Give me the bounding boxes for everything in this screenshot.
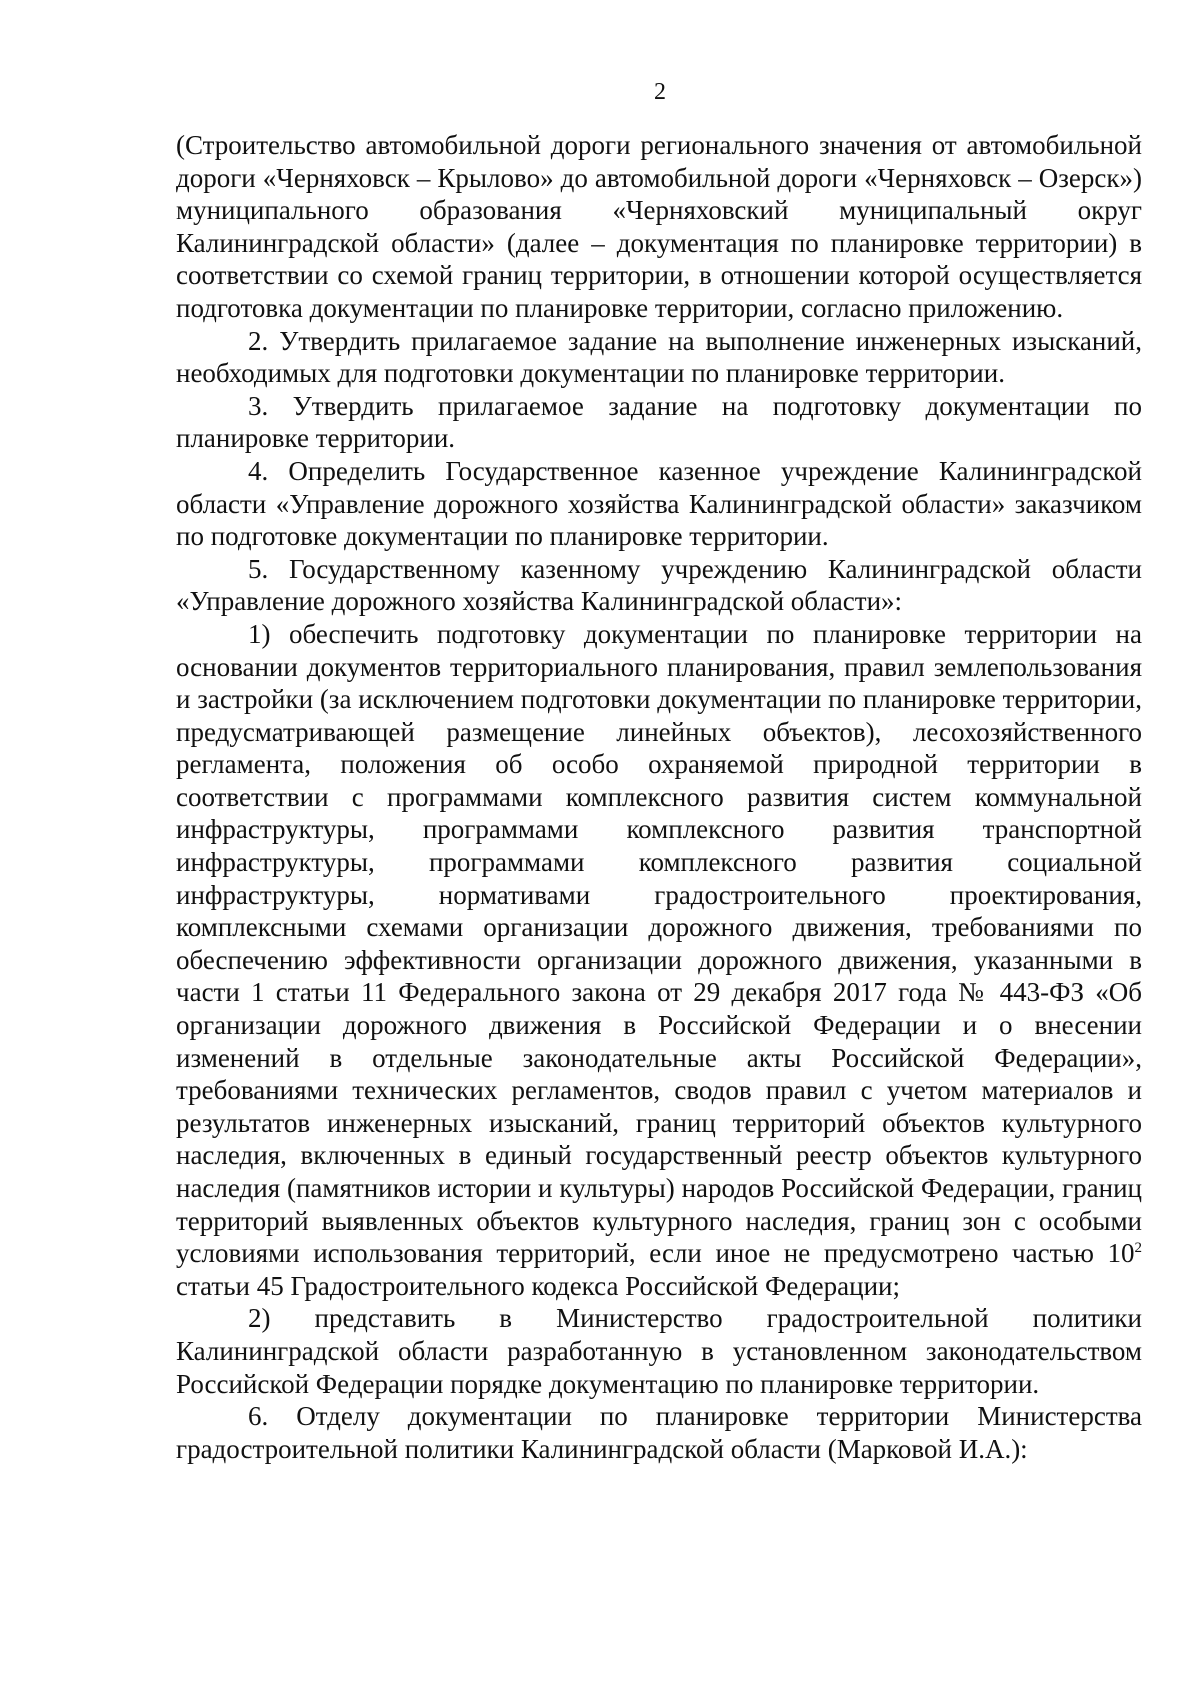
- paragraph-item-4: 4. Определить Государственное казенное учреждение Калининградской области «Управление дорожного хозяйства Калининградской области» заказчиком по подготовке документации по планировке территории.: [176, 455, 1142, 552]
- paragraph-item-5-1-text: 1) обеспечить подготовку документации по планировке территории на основании документов территориального планирования, правил землепользования и застройки (за исключением подготовки документации по планировке территории, предусматривающей размещение линейных объектов), лесохозяйственного регламента, положения об особо охраняемой природной территории в соответствии с программами комплексного развития систем коммунальной инфраструктуры, программами комплексного развития транспортной инфраструктуры, программами комплексного развития социальной инфраструктуры, нормативами градостроительного проектирования, комплексными схемами организации дорожного движения, требованиями по обеспечению эффективности организации дорожного движения, указанными в части 1 статьи 11 Федерального закона от 29 декабря 2017 года № 443-ФЗ «Об организации дорожного движения в Российской Федерации и о внесении изменений в отдельные законодательные акты Российской Федерации», требованиями технических регламентов, сводов правил с учетом материалов и результатов инженерных изысканий, границ территорий объектов культурного наследия, включенных в единый государственный реестр объектов культурного наследия (памятников истории и культуры) народов Российской Федерации, границ территорий выявленных объектов культурного наследия, границ зон с особыми условиями использования территорий, если иное не предусмотрено частью 10: [176, 618, 1142, 1269]
- page-number: 2: [654, 79, 666, 105]
- paragraph-item-5-2: 2) представить в Министерство градостроительной политики Калининградской области разработанную в установленном законодательством Российской Федерации порядке документацию по планировке территории.: [176, 1303, 1142, 1399]
- document-body: [176, 129, 1142, 1465]
- superscript-index: 2: [1134, 1240, 1142, 1257]
- paragraph-item-5: 5. Государственному казенному учреждению Калининградской области «Управление дорожного хозяйства Калининградской области»:: [176, 553, 1142, 617]
- paragraph-item-3: 3. Утвердить прилагаемое задание на подготовку документации по планировке территории.: [176, 390, 1142, 454]
- paragraph-item-2: 2. Утвердить прилагаемое задание на выполнение инженерных изысканий, необходимых для подготовки документации по планировке территории.: [176, 325, 1142, 389]
- paragraph-item-5-1: [176, 618, 1142, 1302]
- paragraph-intro-continuation: (Строительство автомобильной дороги регионального значения от автомобильной дороги «Черняховск – Крылово» до автомобильной дороги «Черняховск – Озерск») муниципального образования «Черняховский муниципальный округ Калининградской области» (далее – документация по планировке территории) в соответствии со схемой границ территории, в отношении которой осуществляется подготовка документации по планировке территории, согласно приложению.: [176, 130, 1142, 323]
- paragraph-item-5-1-tail: статьи 45 Градостроительного кодекса Российской Федерации;: [176, 1270, 901, 1301]
- paragraph-item-6: 6. Отделу документации по планировке территории Министерства градостроительной политики Калининградской области (Марковой И.А.):: [176, 1401, 1142, 1464]
